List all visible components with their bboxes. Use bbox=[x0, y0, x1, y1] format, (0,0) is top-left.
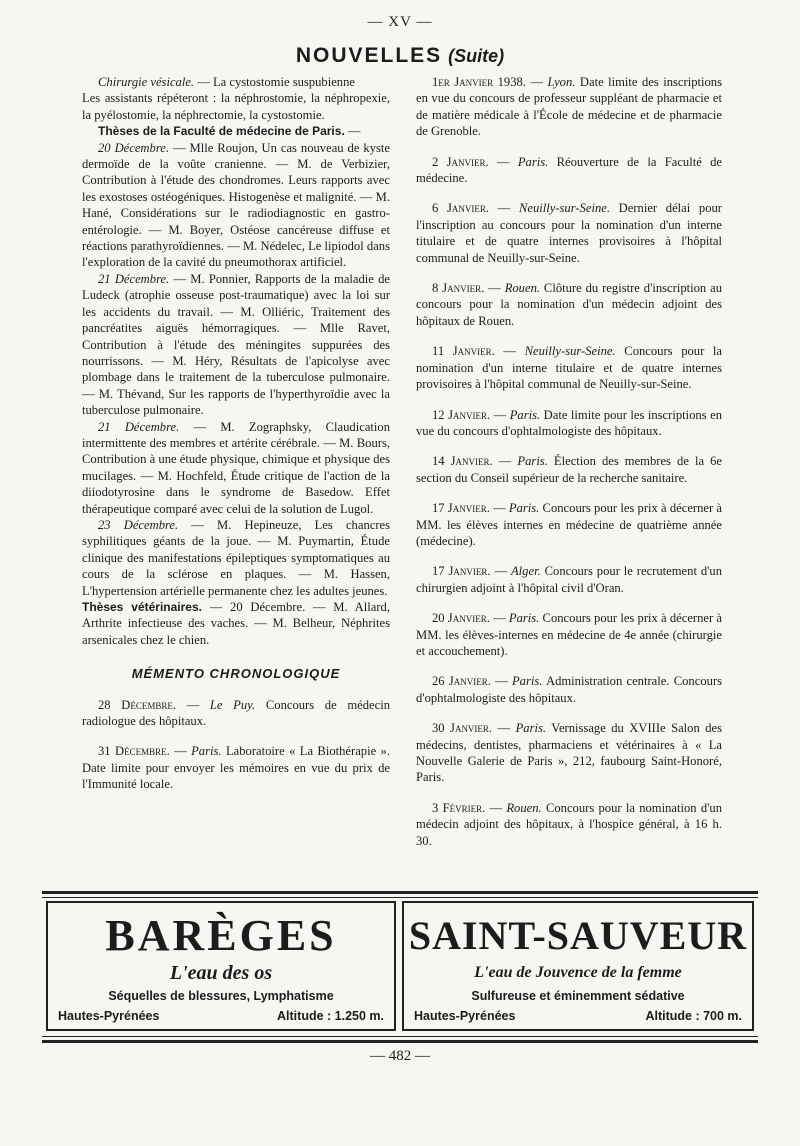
theses-paris-heading: Thèses de la Faculté de médecine de Paris. — bbox=[98, 124, 361, 139]
ad-saint-sauveur-description: Sulfureuse et éminemment sédative bbox=[471, 989, 685, 1003]
ad-saint-sauveur-footer bbox=[404, 1005, 752, 1023]
ad-bareges-tagline: L'eau des os bbox=[169, 962, 273, 984]
right-column bbox=[416, 74, 722, 863]
ad-bareges-altitude: Altitude : 1.250 m. bbox=[277, 1009, 384, 1023]
event-entry: 14 Janvier. — Paris. Élection des membres de la 6e section du Conseil supérieur de la recherche sanitaire. bbox=[416, 454, 722, 485]
theses-21-dec-b: 21 Décembre. — M. Zographsky, Claudication intermittente des membres et artérite cérébrale. — M. Bours, Contribution à une étude physique, chimique et physique des mucilages. — M. Hochfeld, Étude critique de l'action de la diiodotyrosine dans le syndrome de Basedow. Effet thérapeutique comparé avec celui de la solution de Lugol. bbox=[82, 419, 391, 516]
surgery-line: Chirurgie vésicale. — La cystostomie suspubienne bbox=[98, 75, 355, 89]
theses-20-dec: 20 Décembre. — Mlle Roujon, Un cas nouveau de kyste dermoïde de la voûte cranienne. — M. de Verbizier, Contribution à l'étude des chondromes. Leurs rapports avec les exostoses ostéogéniques. Histogenèse et malignité. — M. Hané, Considérations sur le radiodiagnostic en gastro-entérologie. — M. Boyer, Ostéose cancéreuse diffuse et réactions parathyroïdiennes. — M. Nédelec, Le lipiodol dans l'exploration de la cavité du pneumothorax artificiel. bbox=[82, 140, 390, 270]
theses-23-dec: 23 Décembre. — M. Hepineuze, Les chancres syphilitiques géants de la joue. — M. Puymartin, Étude clinique des manifestations épileptiques symptomatiques au cours de la sclérose en plaques. — M. Hassen, L'hypertension artérielle permanente chez les adultes jeunes. bbox=[82, 517, 391, 598]
title-suffix: (Suite) bbox=[448, 46, 505, 66]
divider-rule bbox=[42, 891, 758, 894]
event-entry: 2 Janvier. — Paris. Réouverture de la Faculté de médecine. bbox=[416, 154, 722, 186]
theses-21-dec-a: 21 Décembre. — M. Ponnier, Rapports de la maladie de Ludeck (atrophie osseuse post-traumatique) avec la loi sur les accidents du travail. — M. Olliéric, Traitement des pancréatites aiguës hémorragiques. — Mlle Ravet, Contribution à l'étude des méningites suppurées des nourrissons. — M. Héry, Résultats de l'apicolyse avec plombage dans le traitement de la tuberculose pulmonaire. — M. Thévand, Sur les rapports de l'hyperthyroïdie avec la tuberculose pulmonaire. bbox=[82, 271, 390, 418]
event-entry: 26 Janvier. — Paris. Administration centrale. Concours d'ophtalmologiste des hôpitaux. bbox=[416, 674, 723, 705]
event-entry: 17 Janvier. — Paris. Concours pour les prix à décerner à MM. les élèves internes en médecine de quatrième année (médecine). bbox=[416, 501, 722, 548]
ad-saint-sauveur-altitude: Altitude : 700 m. bbox=[645, 1009, 742, 1023]
event-entry: 12 Janvier. — Paris. Date limite pour les inscriptions en vue du concours d'ophtalmologiste des hôpitaux. bbox=[416, 407, 722, 438]
page-title bbox=[0, 44, 800, 68]
event-entry: 30 Janvier. — Paris. Vernissage du XVIIIe Salon des médecins, dentistes, pharmaciens et vétérinaires à « La Nouvelle Galerie de Paris », 212, faubourg Saint-Honoré, Paris. bbox=[416, 721, 723, 785]
ad-saint-sauveur-tagline: L'eau de Jouvence de la femme bbox=[474, 964, 682, 981]
memento-28-dec: 28 Décembre. — Le Puy. Concours de médecin radiologue des hôpitaux. bbox=[82, 697, 391, 729]
page-number: — 482 — bbox=[370, 1048, 430, 1064]
event-entry: 3 Février. — Rouen. Concours pour la nomination d'un médecin adjoint des hôpitaux, à l'hospice général, à 16 h. 30. bbox=[416, 800, 722, 848]
ad-bareges-region: Hautes-Pyrénées bbox=[58, 1009, 160, 1023]
event-entry: 8 Janvier. — Rouen. Clôture du registre d'inscription au concours pour la nomination d'un médecin adjoint des hôpitaux de Rouen. bbox=[416, 281, 723, 328]
event-entry: 1er Janvier 1938. — Lyon. Date limite des inscriptions en vue du concours de professeur suppléant de pharmacie et de matière médicale à l'École de médecine et de pharmacie de Grenoble. bbox=[416, 75, 722, 139]
ad-bareges-name: BARÈGES bbox=[105, 911, 337, 960]
divider-rule bbox=[42, 1040, 758, 1043]
event-entry: 20 Janvier. — Paris. Concours pour les prix à décerner à MM. les élèves-internes en médecine de 4e année (chirurgie et accouchement). bbox=[416, 611, 722, 658]
title-main: NOUVELLES bbox=[295, 44, 443, 67]
event-entry: 17 Janvier. — Alger. Concours pour le recrutement d'un chirurgien adjoint à l'hôpital civil d'Oran. bbox=[416, 564, 723, 595]
ad-bareges bbox=[46, 901, 396, 1031]
assistants-paragraph: Les assistants répéteront : la néphrostomie, la néphropexie, la pyélostomie, la néphrectomie, la cystostomie. bbox=[82, 91, 390, 122]
event-entry: 6 Janvier. — Neuilly-sur-Seine. Dernier délai pour l'inscription au concours pour la nomination d'un interne titulaire et de quatre internes provisoires à l'hôpital communal de Neuilly-sur-Seine. bbox=[416, 201, 723, 265]
event-entry: 11 Janvier. — Neuilly-sur-Seine. Concours pour la nomination d'un interne titulaire et de quatre internes provisoires à l'hôpital communal de Neuilly-sur-Seine. bbox=[416, 344, 722, 392]
memento-31-dec: 31 Décembre. — Paris. Laboratoire « La Biothérapie ». Date limite pour envoyer les mémoires en vue du prix de l'Immunité locale. bbox=[82, 744, 390, 792]
divider-rule bbox=[42, 897, 758, 898]
divider-rule bbox=[42, 1036, 758, 1037]
ad-saint-sauveur-region: Hautes-Pyrénées bbox=[414, 1009, 516, 1023]
theses-veterinary: Thèses vétérinaires. — 20 Décembre. — M. Allard, Arthrite infectieuse des vaches. — M. Belheur, Néphrites arsenicales chez le chien. bbox=[82, 600, 390, 647]
ad-saint-sauveur bbox=[402, 901, 754, 1031]
ad-bareges-description: Séquelles de blessures, Lymphatisme bbox=[108, 989, 334, 1003]
roman-page-number: — XV — bbox=[367, 14, 433, 30]
memento-heading: MÉMENTO CHRONOLOGIQUE bbox=[131, 666, 341, 682]
ad-bareges-footer bbox=[48, 1005, 394, 1023]
left-column bbox=[82, 74, 390, 807]
ad-saint-sauveur-name: SAINT-SAUVEUR bbox=[408, 913, 748, 958]
